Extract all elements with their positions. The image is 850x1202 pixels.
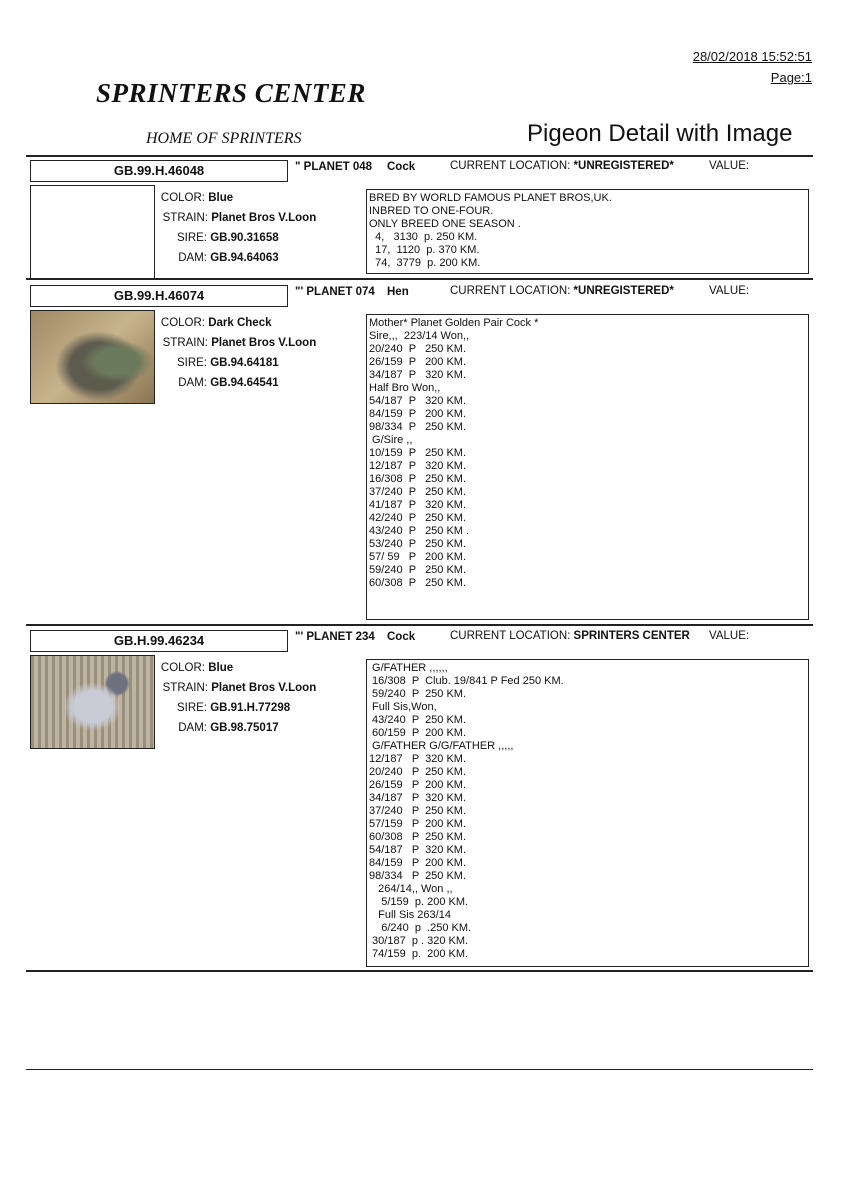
note-line: 17, 1120 p. 370 KM. (369, 244, 480, 256)
ring-number: GB.99.H.46074 (30, 285, 288, 307)
note-line: 34/187 P 320 KM. (369, 792, 467, 804)
pedigree-notes (366, 314, 809, 620)
note-line: 26/159 P 200 KM. (369, 356, 467, 368)
note-line: Mother* Planet Golden Pair Cock * (369, 317, 539, 329)
note-line: 54/187 P 320 KM. (369, 395, 467, 407)
note-line: Full Sis,Won, (369, 701, 437, 713)
pigeon-photo (30, 655, 155, 749)
note-line: 264/14,, Won ,, (369, 883, 453, 895)
note-line: 42/240 P 250 KM. (369, 512, 467, 524)
note-line: 43/240 P 250 KM. (369, 714, 467, 726)
note-line: 59/240 P 250 KM. (369, 564, 467, 576)
note-line: INBRED TO ONE-FOUR. (369, 205, 494, 217)
strain-label: STRAIN: (162, 682, 208, 694)
note-line: Full Sis 263/14 (369, 909, 451, 921)
note-line: G/Sire ,, (369, 434, 413, 446)
field-strain (158, 682, 316, 694)
divider (26, 278, 813, 280)
brand-logo-text: SPRINTERS CENTER (96, 78, 366, 108)
dam-value: GB.94.64541 (210, 377, 279, 389)
sire-label: SIRE: (176, 357, 207, 369)
note-line: 20/240 P 250 KM. (369, 343, 467, 355)
strain-value: Planet Bros V.Loon (211, 212, 317, 224)
note-line: 59/240 P 250 KM. (369, 688, 467, 700)
strain-value: Planet Bros V.Loon (211, 682, 317, 694)
color-value: Blue (208, 192, 234, 204)
note-line: G/FATHER ,,,,,, (369, 662, 448, 674)
strain-value: Planet Bros V.Loon (211, 337, 317, 349)
report-title: Pigeon Detail with Image (527, 120, 793, 147)
pigeon-name: "' PLANET 234 (295, 631, 375, 643)
pigeon-sex: Cock (387, 631, 416, 643)
field-color (158, 317, 272, 329)
note-line: 37/240 P 250 KM. (369, 486, 467, 498)
field-sire (157, 357, 279, 369)
note-line: Sire,,, 223/14 Won,, (369, 330, 470, 342)
ring-number: GB.99.H.46048 (30, 160, 288, 182)
pigeon-name: " PLANET 048 (295, 161, 373, 173)
note-line: Half Bro Won,, (369, 382, 441, 394)
field-strain (158, 337, 316, 349)
location-label: CURRENT LOCATION: (450, 285, 571, 297)
sire-value: GB.94.64181 (210, 357, 279, 369)
note-line: 60/308 P 250 KM. (369, 831, 467, 843)
note-line: 41/187 P 320 KM. (369, 499, 467, 511)
note-line: 57/159 P 200 KM. (369, 818, 467, 830)
color-label: COLOR: (160, 662, 205, 674)
field-dam (157, 377, 279, 389)
current-location: *UNREGISTERED* (573, 160, 674, 172)
pigeon-name: "' PLANET 074 (295, 286, 375, 298)
divider (26, 155, 813, 157)
note-line: 37/240 P 250 KM. (369, 805, 467, 817)
note-line: 74/159 p. 200 KM. (369, 948, 469, 960)
note-line: 30/187 p . 320 KM. (369, 935, 469, 947)
strain-label: STRAIN: (162, 337, 208, 349)
current-location: *UNREGISTERED* (573, 285, 674, 297)
sire-label: SIRE: (176, 702, 207, 714)
note-line: 43/240 P 250 KM . (369, 525, 470, 537)
note-line: 26/159 P 200 KM. (369, 779, 467, 791)
note-line: 16/308 P 250 KM. (369, 473, 467, 485)
field-color (158, 662, 233, 674)
pigeon-photo (30, 310, 155, 404)
note-line: 57/ 59 P 200 KM. (369, 551, 467, 563)
color-value: Dark Check (208, 317, 272, 329)
print-timestamp: 28/02/2018 15:52:51 (692, 49, 812, 64)
divider (26, 1069, 813, 1070)
dam-label: DAM: (178, 252, 207, 264)
sire-value: GB.90.31658 (210, 232, 279, 244)
pigeon-sex: Hen (387, 286, 409, 298)
sire-value: GB.91.H.77298 (210, 702, 291, 714)
color-label: COLOR: (160, 317, 205, 329)
note-line: 60/308 P 250 KM. (369, 577, 467, 589)
note-line: 53/240 P 250 KM. (369, 538, 467, 550)
note-line: 54/187 P 320 KM. (369, 844, 467, 856)
note-line: 84/159 P 200 KM. (369, 857, 467, 869)
field-color (158, 192, 233, 204)
dam-label: DAM: (178, 377, 207, 389)
brand-tagline: HOME OF SPRINTERS (146, 130, 302, 147)
sire-label: SIRE: (176, 232, 207, 244)
color-value: Blue (208, 662, 234, 674)
pigeon-sex: Cock (387, 161, 416, 173)
field-dam (157, 722, 279, 734)
divider (26, 970, 813, 972)
note-line: 16/308 P Club. 19/841 P Fed 250 KM. (369, 675, 564, 687)
note-line: 4, 3130 p. 250 KM. (369, 231, 478, 243)
note-line: 12/187 P 320 KM. (369, 753, 467, 765)
note-line: 98/334 P 250 KM. (369, 421, 467, 433)
field-sire (157, 232, 279, 244)
value-label: VALUE: (709, 160, 750, 172)
note-line: 84/159 P 200 KM. (369, 408, 467, 420)
note-line: 20/240 P 250 KM. (369, 766, 467, 778)
note-line: 60/159 P 200 KM. (369, 727, 467, 739)
note-line: 12/187 P 320 KM. (369, 460, 467, 472)
strain-label: STRAIN: (162, 212, 208, 224)
note-line: 5/159 p. 200 KM. (369, 896, 469, 908)
divider (26, 624, 813, 626)
dam-value: GB.98.75017 (210, 722, 279, 734)
location-label: CURRENT LOCATION: (450, 630, 571, 642)
note-line: 74, 3779 p. 200 KM. (369, 257, 481, 269)
note-line: G/FATHER G/G/FATHER ,,,,, (369, 740, 514, 752)
pedigree-notes (366, 659, 809, 967)
field-strain (158, 212, 316, 224)
value-label: VALUE: (709, 630, 750, 642)
location-label: CURRENT LOCATION: (450, 160, 571, 172)
note-line: ONLY BREED ONE SEASON . (369, 218, 521, 230)
value-label: VALUE: (709, 285, 750, 297)
color-label: COLOR: (160, 192, 205, 204)
note-line: 6/240 p .250 KM. (369, 922, 472, 934)
note-line: BRED BY WORLD FAMOUS PLANET BROS,UK. (369, 192, 612, 204)
current-location: SPRINTERS CENTER (573, 630, 690, 642)
dam-value: GB.94.64063 (210, 252, 279, 264)
ring-number: GB.H.99.46234 (30, 630, 288, 652)
field-sire (157, 702, 290, 714)
note-line: 98/334 P 250 KM. (369, 870, 467, 882)
pedigree-notes (366, 189, 809, 274)
dam-label: DAM: (178, 722, 207, 734)
note-line: 10/159 P 250 KM. (369, 447, 467, 459)
page-number: Page:1 (770, 70, 812, 85)
photo-placeholder (30, 185, 155, 279)
note-line: 34/187 P 320 KM. (369, 369, 467, 381)
field-dam (157, 252, 279, 264)
